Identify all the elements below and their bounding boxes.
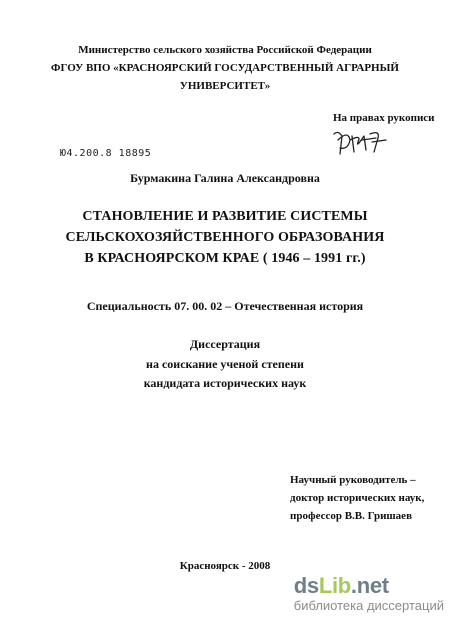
university-line-2: УНИВЕРСИТЕТ» bbox=[179, 80, 271, 92]
advisor-line-3: профессор В.В. Гришаев bbox=[290, 510, 413, 522]
registration-stamp: Ю4.200.8 18895 bbox=[60, 148, 152, 159]
advisor-line-2: доктор исторических наук, bbox=[290, 492, 425, 504]
advisor-line-1: Научный руководитель – bbox=[290, 474, 416, 486]
watermark-subtitle: библиотека диссертаций bbox=[293, 598, 444, 613]
title-line-2: СЕЛЬСКОХОЗЯЙСТВЕННОГО ОБРАЗОВАНИЯ bbox=[65, 230, 385, 245]
degree-line-2: кандидата исторических наук bbox=[143, 376, 307, 390]
degree-line-1: на соискание ученой степени bbox=[146, 357, 304, 371]
university-line-1: ФГОУ ВПО «КРАСНОЯРСКИЙ ГОСУДАРСТВЕННЫЙ АГРАРНЫЙ bbox=[51, 62, 399, 74]
city-year: Красноярск - 2008 bbox=[179, 560, 271, 572]
ministry-heading: Министерство сельского хозяйства Российской Федерации bbox=[78, 44, 372, 56]
title-line-1: СТАНОВЛЕНИЕ И РАЗВИТИЕ СИСТЕМЫ bbox=[82, 209, 368, 224]
watermark-brand bbox=[294, 574, 444, 598]
author-name: Бурмакина Галина Александровна bbox=[130, 171, 320, 185]
specialty: Специальность 07. 00. 02 – Отечественная история bbox=[86, 299, 364, 313]
watermark bbox=[294, 574, 444, 613]
manuscript-rights: На правах рукописи bbox=[333, 112, 435, 124]
dissertation-label: Диссертация bbox=[189, 337, 261, 351]
title-line-3: В КРАСНОЯРСКОМ КРАЕ ( 1946 – 1991 гг.) bbox=[84, 251, 366, 266]
watermark-brand-ds: ds bbox=[293, 573, 319, 598]
watermark-brand-net: .net bbox=[350, 573, 389, 598]
signature bbox=[328, 126, 390, 160]
watermark-brand-lib: Lib bbox=[318, 573, 351, 598]
